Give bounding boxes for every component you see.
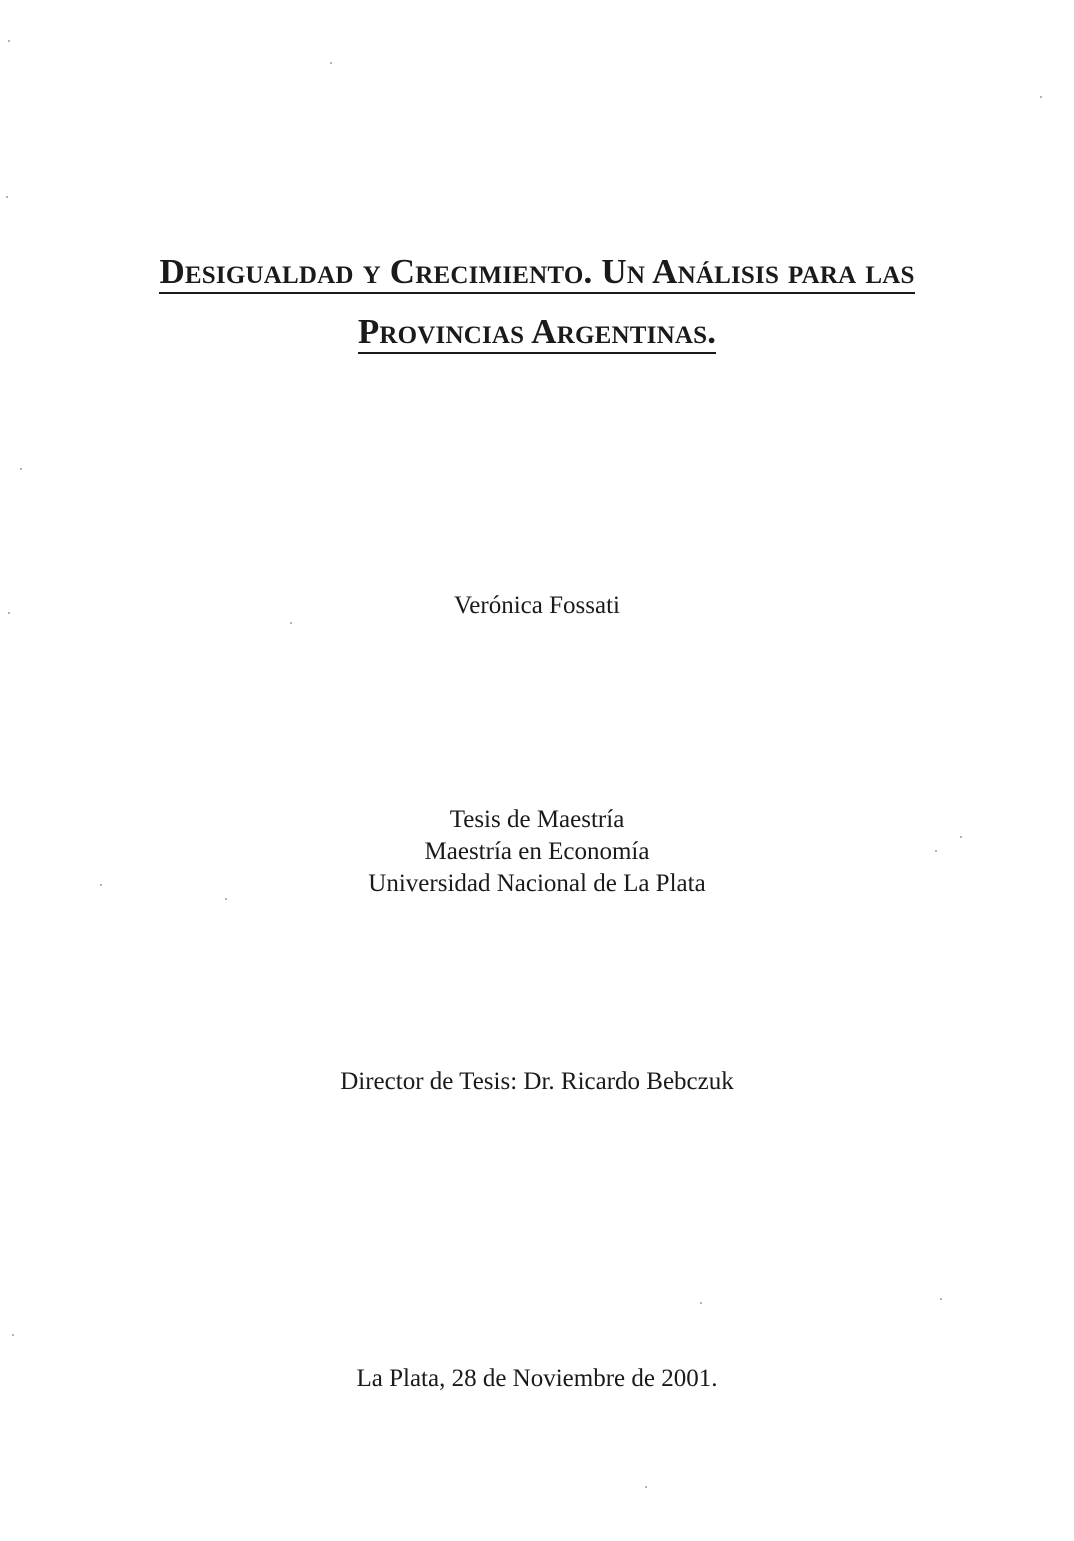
scan-speck xyxy=(960,836,962,838)
scan-speck xyxy=(940,1298,942,1300)
thesis-director: Director de Tesis: Dr. Ricardo Bebczuk xyxy=(340,1068,734,1095)
scan-speck xyxy=(8,612,10,614)
scan-speck xyxy=(12,1334,14,1336)
place-and-date: La Plata, 28 de Noviembre de 2001. xyxy=(356,1365,718,1392)
title-line-2-text: Provincias Argentinas. xyxy=(358,312,716,354)
author-name: Verónica Fossati xyxy=(454,592,620,619)
scan-speck xyxy=(330,62,332,64)
scan-speck xyxy=(290,622,292,624)
degree-block xyxy=(0,804,1074,900)
scan-speck xyxy=(645,1486,647,1488)
scan-speck xyxy=(100,884,102,886)
scan-speck xyxy=(20,468,22,470)
scan-speck xyxy=(935,850,937,852)
title-line-2 xyxy=(0,312,1074,352)
scan-speck xyxy=(1040,96,1042,98)
scan-speck xyxy=(6,196,8,198)
title-line-1 xyxy=(0,252,1074,292)
degree-type: Tesis de Maestría xyxy=(449,806,625,833)
university-name: Universidad Nacional de La Plata xyxy=(368,870,706,897)
scan-speck xyxy=(225,898,227,900)
scan-speck xyxy=(8,40,10,42)
program-name: Maestría en Economía xyxy=(424,838,650,865)
title-line-1-text: Desigualdad y Crecimiento. Un Análisis para las xyxy=(159,252,914,294)
scan-speck xyxy=(700,1302,702,1304)
